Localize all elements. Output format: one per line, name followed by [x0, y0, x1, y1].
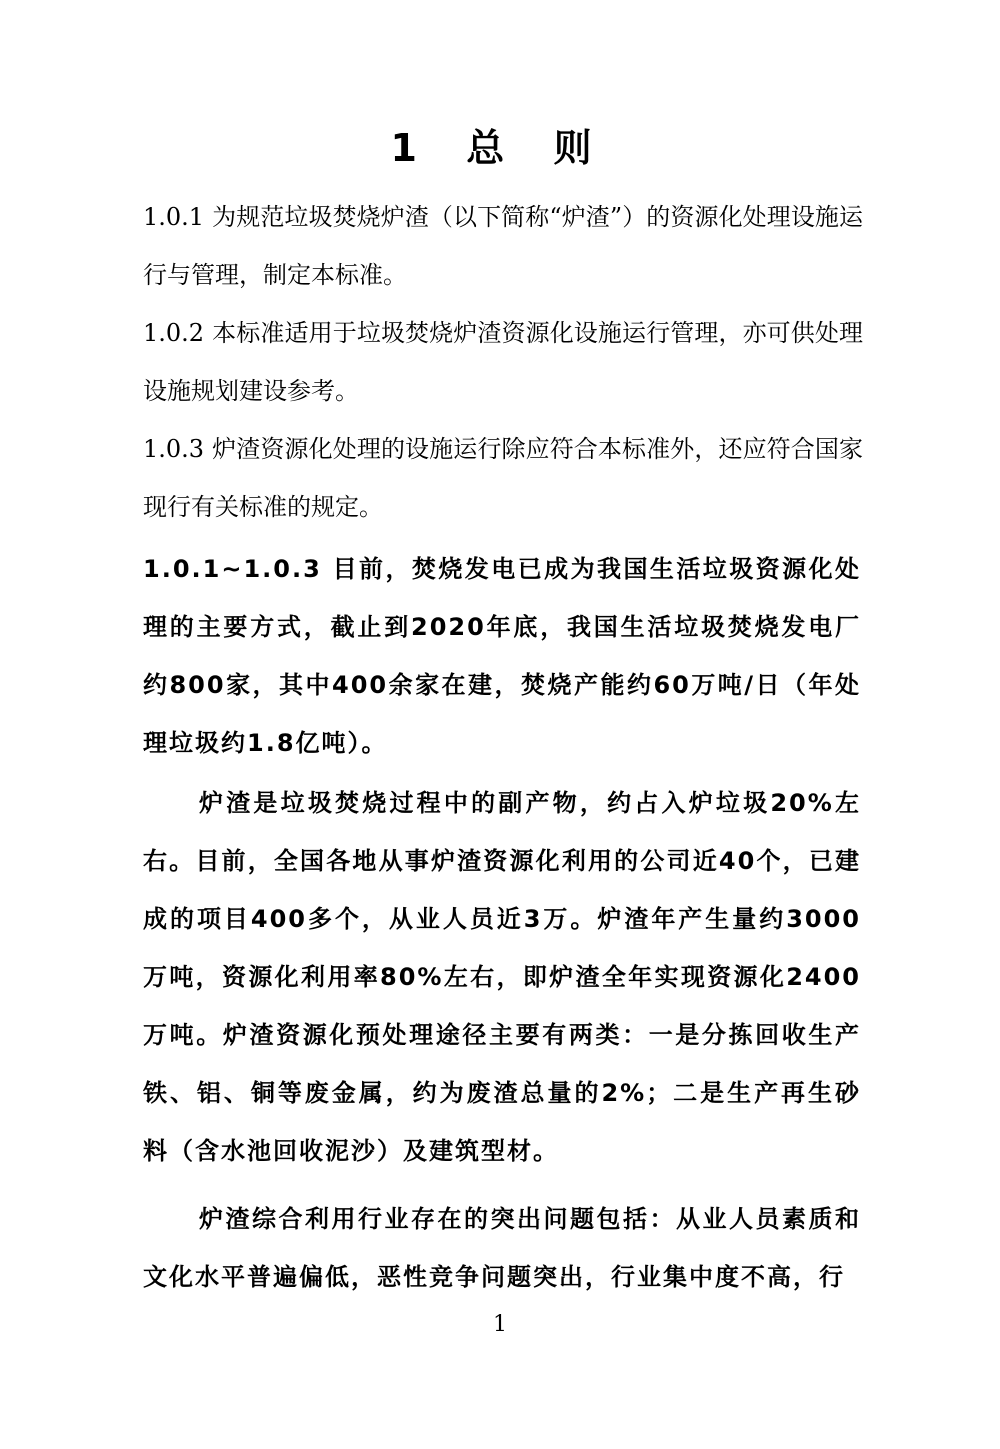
- explanation-text: 炉渣综合利用行业存在的突出问题包括：从业人员素质和文化水平普遍偏低，恶性竞争问题突出，行业集中度不高，行: [143, 1205, 861, 1291]
- explanation-text: 炉渣是垃圾焚烧过程中的副产物，约占入炉垃圾20%左右。目前，全国各地从事炉渣资源化利用的公司近40个，已建成的项目400多个，从业人员近3万。炉渣年产生量约3000万吨，资源化利用率80%左右，即炉渣全年实现资源化2400万吨。炉渣资源化预处理途径主要有两类：一是分拣回收生产铁、铝、铜等废金属，约为废渣总量的2%；二是生产再生砂料（含水池回收泥沙）及建筑型材。: [143, 789, 861, 1165]
- explanation-paragraph-1: [143, 540, 861, 772]
- explanation-ref: 1.0.1~1.0.3: [143, 555, 322, 583]
- page-number: 1: [493, 1312, 507, 1337]
- clause-1-0-1: [143, 188, 863, 304]
- chapter-title: 1 总 则: [390, 126, 610, 170]
- explanation-paragraph-2: [143, 774, 861, 1180]
- clause-number: 1.0.1: [143, 203, 205, 231]
- clause-1-0-2: [143, 304, 863, 420]
- explanation-text: 目前，焚烧发电已成为我国生活垃圾资源化处理的主要方式，截止到2020年底，我国生活垃圾焚烧发电厂约800家，其中400余家在建，焚烧产能约60万吨/日（年处理垃圾约1.8亿吨）。: [143, 555, 862, 757]
- clause-number: 1.0.2: [143, 319, 205, 347]
- clause-1-0-3: [143, 420, 863, 536]
- clause-number: 1.0.3: [143, 435, 205, 463]
- clause-text: 本标准适用于垃圾焚烧炉渣资源化设施运行管理，亦可供处理设施规划建设参考。: [143, 319, 863, 405]
- explanation-paragraph-3: [143, 1190, 861, 1306]
- clause-text: 为规范垃圾焚烧炉渣（以下简称“炉渣”）的资源化处理设施运行与管理，制定本标准。: [143, 203, 863, 289]
- clause-text: 炉渣资源化处理的设施运行除应符合本标准外，还应符合国家现行有关标准的规定。: [143, 435, 863, 521]
